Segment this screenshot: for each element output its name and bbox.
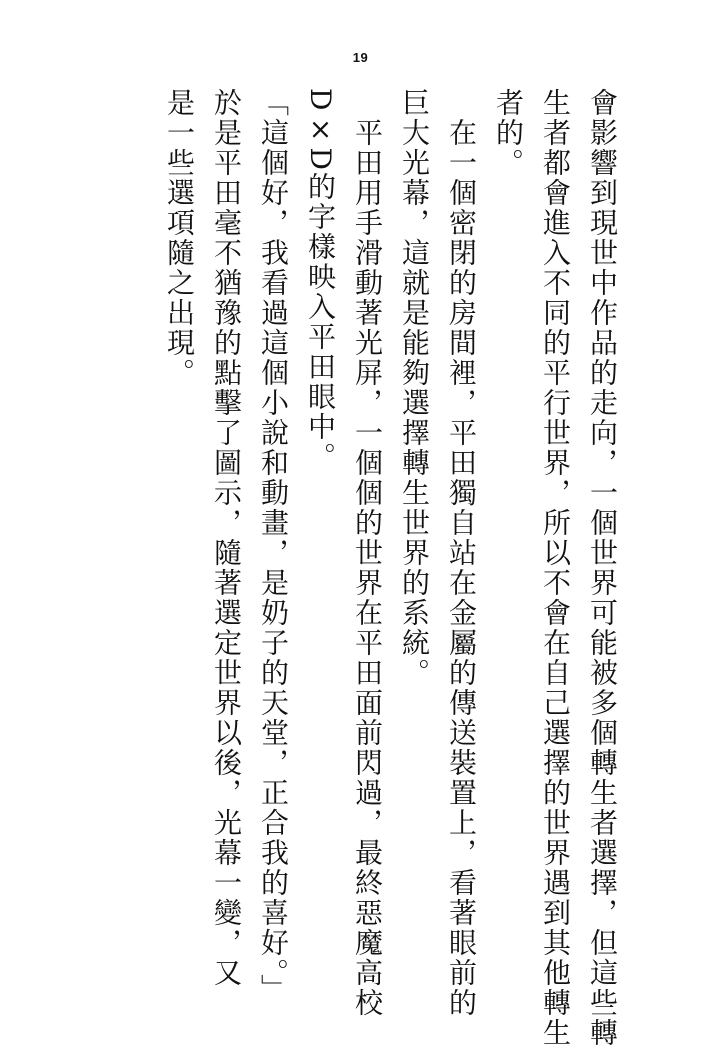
text-line: 巨大光幕，這就是能夠選擇轉生世界的系統。 xyxy=(398,88,431,688)
text-line: 在一個密閉的房間裡，平田獨自站在金屬的傳送裝置上，看著眼前的 xyxy=(445,88,478,1018)
text-line: 平田用手滑動著光屏，一個個的世界在平田面前閃過，最終惡魔高校 xyxy=(351,88,384,1018)
text-line: 於是平田毫不猶豫的點擊了圖示，隨著選定世界以後，光幕一變，又 xyxy=(210,88,243,988)
page-number: 19 xyxy=(352,50,369,65)
text-line: 「這個好，我看過這個小說和動畫，是奶子的天堂，正合我的喜好。」 xyxy=(257,88,290,1004)
text-line: 生者都會進入不同的平行世界，所以不會在自己選擇的世界遇到其他轉生 xyxy=(539,88,572,1048)
vertical-text-body xyxy=(156,88,626,1048)
text-line: 是一些選項隨之出現。 xyxy=(163,88,196,388)
text-line: D×D的字樣映入平田眼中。 xyxy=(304,88,337,472)
text-line: 會影響到現世中作品的走向，一個世界可能被多個轉生者選擇，但這些轉 xyxy=(586,88,619,1048)
text-line: 者的。 xyxy=(492,88,525,178)
